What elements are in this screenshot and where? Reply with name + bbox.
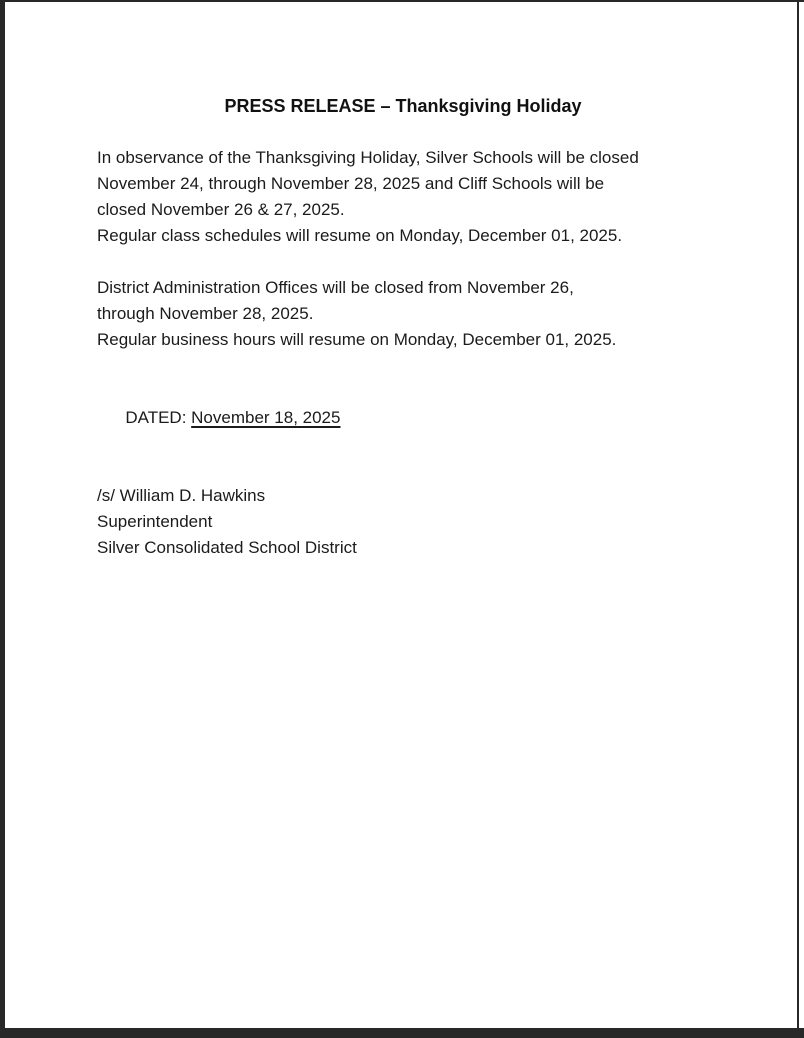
press-release-body (97, 0, 709, 561)
page-border-right (797, 0, 799, 1028)
body-line: November 24, through November 28, 2025 and Cliff Schools will be (97, 174, 605, 193)
dated-label: DATED: (125, 408, 192, 427)
body-line: District Administration Offices will be closed from November 26, (97, 278, 574, 297)
body-line: Regular business hours will resume on Monday, December 01, 2025. (97, 330, 617, 349)
body-line: In observance of the Thanksgiving Holiday, Silver Schools will be closed (97, 148, 639, 167)
paragraph-admin-offices (97, 275, 709, 353)
body-line: Regular class schedules will resume on Monday, December 01, 2025. (97, 226, 623, 245)
page-border-top (0, 0, 804, 2)
page-border-bottom (0, 1028, 804, 1038)
signature-block (97, 483, 709, 561)
paragraph-school-closures (97, 145, 709, 249)
body-line: closed November 26 & 27, 2025. (97, 200, 345, 219)
dated-line (97, 379, 709, 457)
body-line: through November 28, 2025. (97, 304, 314, 323)
page-border-left (0, 0, 5, 1038)
signature-name: /s/ William D. Hawkins (97, 486, 266, 505)
page-title: PRESS RELEASE – Thanksgiving Holiday (224, 96, 582, 116)
signature-organization: Silver Consolidated School District (97, 538, 357, 557)
signature-title: Superintendent (97, 512, 213, 531)
dated-value: November 18, 2025 (191, 408, 341, 427)
